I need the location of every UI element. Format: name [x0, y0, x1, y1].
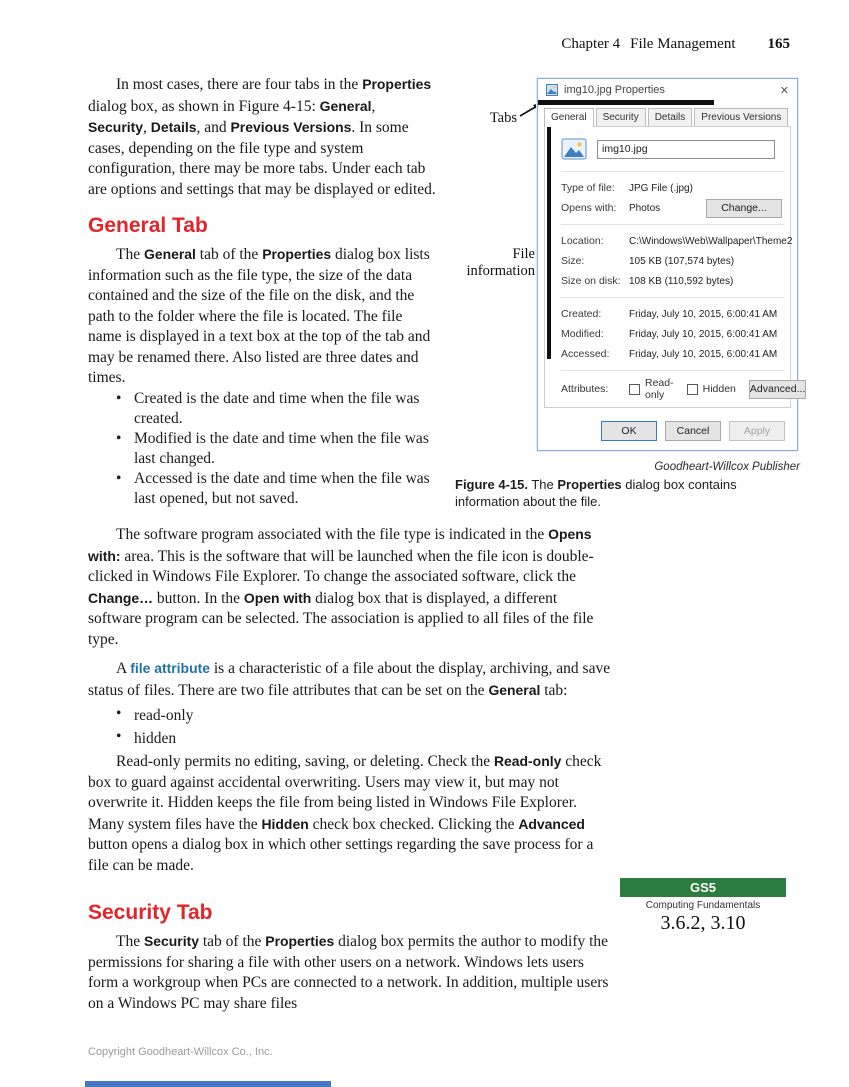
general-tab-page [544, 126, 806, 408]
apply-button[interactable]: Apply [729, 421, 785, 441]
standards-badge-code: GS5 [620, 878, 786, 897]
tabs-callout-label: Tabs [489, 110, 517, 126]
cancel-button[interactable]: Cancel [665, 421, 721, 441]
dates-bullet-list [88, 389, 436, 509]
opens-with-paragraph: The software program associated with the file type is indicated in the Opens with: area. This is the software that will be launched when the file icon is double-clicked in Windows File Explorer. To change the associated software, click the Change… button. In the Open with dialog box that is displayed, a different software program can be selected. The association is applied to all files of the file type. [88, 526, 594, 648]
list-item: • Created is the date and time when the file was created. [88, 389, 436, 429]
security-tab-paragraph: The Security tab of the Properties dialog box permits the author to modify the permissions for sharing a file with other users on a network. Windows lets users form a workgroup when PCs are connected to a network. In addition, multiple users on a Windows PC may share files [88, 933, 609, 1012]
size-row: Size: 105 KB (107,574 bytes) [561, 255, 735, 267]
modified-row: Modified: Friday, July 10, 2015, 6:00:41 AM [561, 328, 778, 340]
tab-previous-versions[interactable]: Previous Versions [694, 108, 788, 126]
location-row: Location: C:\Windows\Web\Wallpaper\Theme2 [561, 235, 793, 247]
size-on-disk-row: Size on disk: 108 KB (110,592 bytes) [561, 275, 734, 287]
file-information-callout-label: File information [466, 246, 535, 279]
hidden-checkbox[interactable] [687, 384, 698, 395]
figure-4-15 [455, 78, 806, 510]
accessed-row: Accessed: Friday, July 10, 2015, 6:00:41 AM [561, 348, 778, 360]
type-of-file-row: Type of file: JPG File (.jpg) [561, 182, 693, 194]
bottom-edge-bar [85, 1081, 331, 1087]
filename-input[interactable] [597, 140, 775, 159]
tab-details[interactable]: Details [648, 108, 693, 126]
list-item: • Modified is the date and time when the file was last changed. [88, 429, 436, 469]
list-item: • read-only [88, 704, 612, 727]
page-header [561, 36, 790, 53]
hidden-checkbox-label: Hidden [702, 383, 736, 395]
figure-caption: Figure 4-15. The Properties dialog box contains information about the file. [455, 477, 737, 509]
opens-with-row: Opens with: Photos Change... [561, 198, 784, 218]
chapter-label: Chapter 4 [561, 36, 621, 52]
standards-badge-numbers: 3.6.2, 3.10 [660, 912, 746, 934]
ok-button[interactable]: OK [601, 421, 657, 441]
standards-badge-program: Computing Fundamentals [645, 900, 761, 911]
general-tab-paragraph: The General tab of the Properties dialog box lists information such as the file type, the size of the data contained and the size of the file on the disk, and the path to the folder where the file is located. The file name is displayed in a text box at the top of the tab and may be renamed there. Also listed are three dates and times. [88, 246, 431, 386]
attributes-bullet-list [88, 704, 612, 749]
page-number: 165 [767, 36, 790, 52]
file-attribute-paragraph: A file attribute is a characteristic of a file about the display, archiving, and save status of files. There are two file attributes that can be set on the General tab: [88, 660, 611, 699]
file-information-callout-line [547, 127, 551, 359]
list-item: • Accessed is the date and time when the file was last opened, but not saved. [88, 469, 436, 509]
dialog-button-row [538, 414, 797, 450]
dialog-tab-strip [538, 101, 797, 126]
left-column [88, 74, 436, 509]
dialog-title-bar[interactable] [538, 79, 797, 101]
tab-security[interactable]: Security [596, 108, 646, 126]
divider [561, 171, 784, 172]
filename-row [561, 133, 784, 165]
chapter-title: File Management [630, 36, 736, 52]
read-only-paragraph: Read-only permits no editing, saving, or deleting. Check the Read-only check box to guard against accidental overwriting. Users may view it, but may not overwrite it. Hidden keeps the file from being listed in Windows File Explorer. Many system files have the Hidden check box checked. Clicking the Advanced button opens a dialog box in which other settings regarding the save process for a file can be made. [88, 753, 602, 874]
image-file-icon [546, 84, 558, 96]
attributes-row: Attributes: Read-only Hidden Advanced... [561, 377, 806, 401]
change-button[interactable]: Change... [706, 199, 782, 218]
security-tab-heading: Security Tab [88, 901, 213, 924]
created-row: Created: Friday, July 10, 2015, 6:00:41 AM [561, 308, 778, 320]
close-icon[interactable]: ✕ [779, 84, 789, 97]
full-width-column [88, 524, 612, 1014]
image-thumbnail-icon [561, 136, 587, 162]
figure-credit: Goodheart-Willcox Publisher [654, 461, 800, 473]
intro-paragraph: In most cases, there are four tabs in the Properties dialog box, as shown in Figure 4-15: General, Security, Details, and Previous Versions. In some cases, depending on the file type and system configuration, there may be more tabs. Under each tab are options and settings that may be displayed or edited. [88, 76, 436, 198]
tab-general[interactable]: General [544, 108, 594, 127]
dialog-title: img10.jpg Properties [564, 84, 665, 96]
general-tab-heading: General Tab [88, 214, 208, 237]
properties-dialog [537, 78, 806, 451]
divider [561, 297, 784, 298]
standards-badge [620, 878, 786, 935]
list-item: • hidden [88, 727, 612, 750]
read-only-checkbox[interactable] [629, 384, 640, 395]
divider [561, 224, 784, 225]
advanced-button[interactable]: Advanced... [749, 380, 806, 399]
read-only-checkbox-label: Read-only [645, 377, 674, 401]
divider [561, 370, 784, 371]
copyright-footer: Copyright Goodheart-Willcox Co., Inc. [88, 1046, 273, 1058]
